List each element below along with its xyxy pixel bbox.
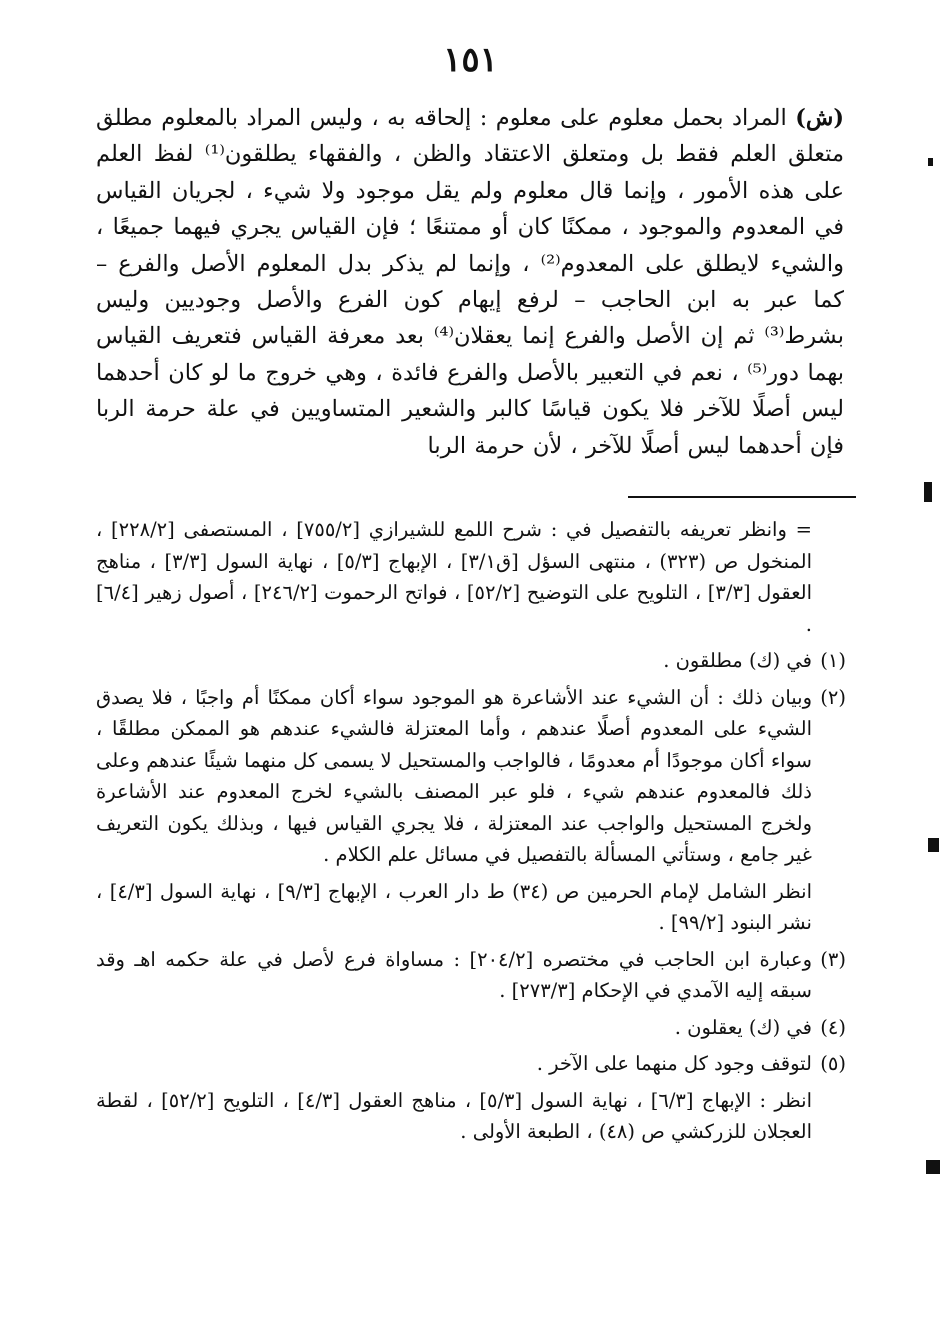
footnote-text: لتوقف وجود كل منهما على الآخر . bbox=[536, 1052, 812, 1075]
footnote-5 bbox=[96, 1048, 846, 1080]
footnote-1 bbox=[96, 645, 846, 677]
footnote-number: (٢) bbox=[820, 685, 846, 709]
scan-mark bbox=[926, 1160, 940, 1174]
footnote-5-references: انظر : الإبهاج [٦/٣] ، نهاية السول [٥/٣] ، مناهج العقول [٤/٣] ، التلويح [٥٢/٢] ، لقطة العجلان للزركشي ص (٤٨) ، الطبعة الأولى . bbox=[96, 1088, 812, 1143]
footnote-2-references: انظر الشامل لإمام الحرمين ص (٣٤) ط دار العرب ، الإبهاج [٩/٣] ، نهاية السول [٤/٣] ، نشر البنود [٩٩/٢] . bbox=[96, 879, 812, 934]
footnote-text: وبيان ذلك : أن الشيء عند الأشاعرة هو الموجود سواء أكان ممكنًا أم واجبًا ، فلا يصدق الشيء على المعدوم أصلًا عندهم ، وأما المعتزلة فالشيء عندهم هو الممكن مطلقًا ، سواء أكان موجودًا أم معدومًا ، فالواجب والمستحيل لا يسمى كل منهما شيئًا عندهم وعلى ذلك فالمعدوم عندهم شيء ، فلو عبر المصنف بالشيء لخرج المعدوم عند الأشاعرة ولخرج المستحيل والواجب عند المعتزلة ، فلا يجري القياس فيها ، وبذلك يكون التعريف غير جامع ، وستأتي المسألة بالتفصيل في مسائل علم الكلام . bbox=[96, 685, 812, 866]
page-number: ١٥١ bbox=[443, 40, 498, 80]
footnote-number: (٣) bbox=[820, 947, 846, 971]
main-body: المراد بحمل معلوم على معلوم : إلحاقه به ، وليس المراد بالمعلوم مطلق متعلق العلم فقط بل ومتعلق الاعتقاد والظن ، والفقهاء يطلقون⁽¹⁾ لفظ العلم على هذه الأمور ، وإنما قال معلوم ولم يقل موجود ولا شيء ، لجريان القياس في المعدوم والموجود ، ممكنًا كان أو ممتنعًا ؛ فإن القياس يجري فيهما جميعًا ، والشيء لايطلق على المعدوم⁽²⁾ ، وإنما لم يذكر بدل المعلوم الأصل والفرع – كما عبر به ابن الحاجب – لرفع إيهام كون الفرع والأصل وجوديين وليس بشرط⁽³⁾ ثم إن الأصل والفرع إنما يعقلان⁽⁴⁾ بعد معرفة القياس فتعريف القياس بهما دور⁽⁵⁾ ، نعم في التعبير بالأصل والفرع فائدة ، وهي خروج ما لو كان أحدهما ليس أصلًا للآخر فلا يكون قياسًا كالبر والشعير المتساويين في علة حرمة الربا فإن أحدهما ليس أصلًا للآخر ، لأن حرمة الربا bbox=[96, 105, 845, 459]
scan-mark bbox=[928, 158, 933, 166]
footnote-2 bbox=[96, 682, 846, 871]
scan-mark bbox=[924, 482, 932, 502]
footnote-number: (٤) bbox=[820, 1015, 846, 1039]
footnote-separator bbox=[628, 496, 856, 498]
footnote-continuation: = وانظر تعريفه بالتفصيل في : شرح اللمع للشيرازي [٧٥٥/٢] ، المستصفى [٢٢٨/٢] ، المنخول ص (٣٢٣) ، منتهى السؤل [ق٣/١] ، الإبهاج [٥/٣] ، نهاية السول [٣/٣] ، مناهج العقول [٣/٣] ، التلويح على التوضيح [٥٢/٢] ، فواتح الرحموت [٢٤٦/٢] ، أصول زهير [٦/٤] . bbox=[96, 518, 813, 636]
footnote-text: في (ك) يعقلون . bbox=[674, 1015, 812, 1039]
footnote-4 bbox=[96, 1012, 846, 1044]
scan-mark bbox=[928, 838, 939, 852]
footnotes bbox=[96, 514, 846, 1153]
footnote-number: (١) bbox=[820, 649, 846, 672]
footnote-3 bbox=[96, 944, 846, 1007]
main-text bbox=[96, 100, 844, 464]
footnote-number: (٥) bbox=[820, 1052, 846, 1075]
footnote-text: وعبارة ابن الحاجب في مختصره [٢٠٤/٢] : مساواة فرع لأصل في علة حكمه اهـ وقد سبقه إليه الآمدي في الإحكام [٢٧٣/٣] . bbox=[96, 947, 812, 1002]
footnote-text: في (ك) مطلقون . bbox=[663, 649, 812, 672]
commentary-marker: (ش) bbox=[795, 105, 845, 131]
